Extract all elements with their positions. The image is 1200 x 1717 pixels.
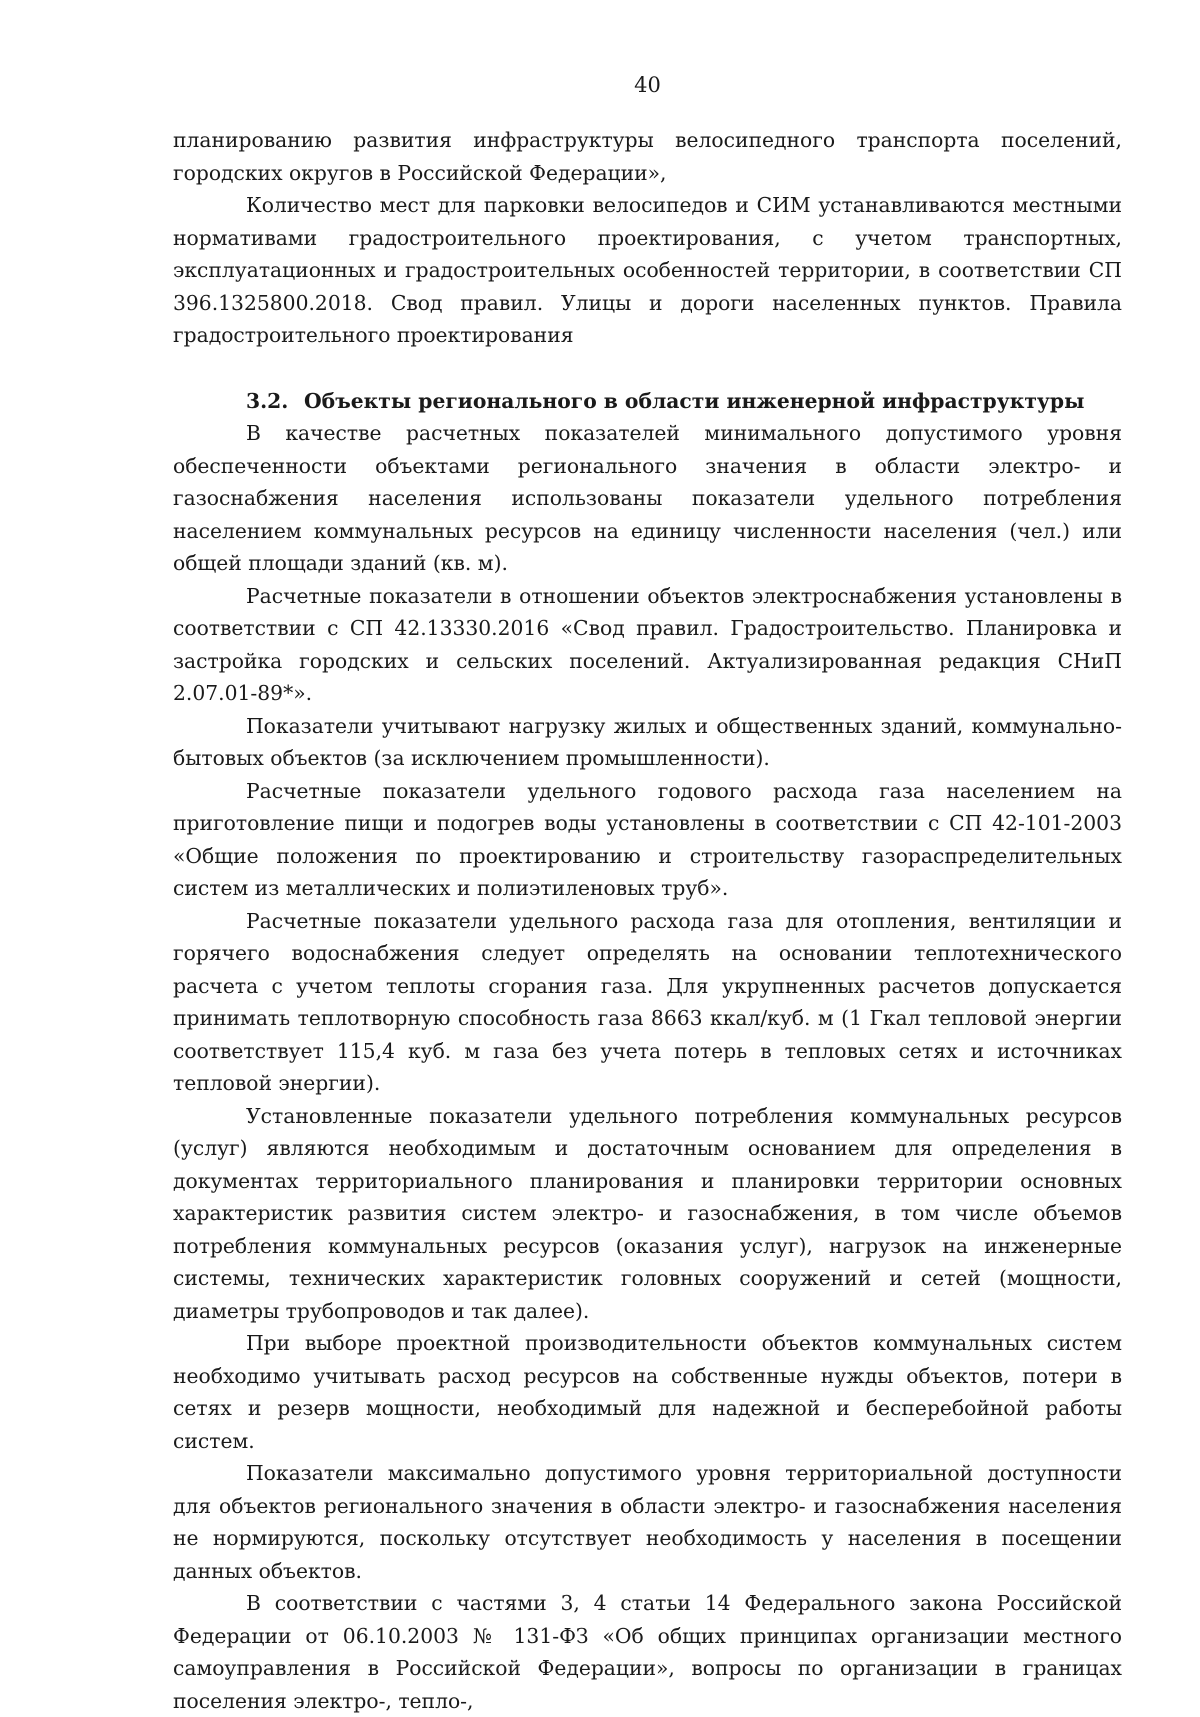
paragraph: Показатели максимально допустимого уровня территориальной доступности для объектов регионального значения в области электро- и газоснабжения населения не нормируются, поскольку отсутствует необходимость у населения в посещении данных объектов.	[173, 1461, 1122, 1583]
page-number: 40	[634, 73, 661, 97]
paragraph: В качестве расчетных показателей минимального допустимого уровня обеспеченности объектами регионального значения в области электро- и газоснабжения населения использованы показатели удельного потребления населением коммунальных ресурсов на единицу численности населения (чел.) или общей площади зданий (кв. м).	[173, 421, 1122, 575]
paragraph: Показатели учитывают нагрузку жилых и общественных зданий, коммунально-бытовых объектов (за исключением промышленности).	[173, 713, 1122, 770]
paragraph: планированию развития инфраструктуры велосипедного транспорта поселений, городских округов в Российской Федерации»,	[173, 128, 1122, 185]
section-title: Объекты регионального в области инженерной инфраструктуры	[304, 388, 1085, 413]
paragraph: Расчетные показатели в отношении объектов электроснабжения установлены в соответствии с СП 42.13330.2016 «Свод правил. Градостроительство. Планировка и застройка городских и сельских поселений. Актуализированная редакция СНиП 2.07.01-89*».	[173, 583, 1122, 705]
paragraph: В соответствии с частями 3, 4 статьи 14 Федерального закона Российской Федерации от 06.10.2003 № 131-ФЗ «Об общих принципах организации местного самоуправления в Российской Федерации», вопросы по организации в границах поселения электро-, тепло-,	[173, 1591, 1122, 1713]
paragraph: Расчетные показатели удельного расхода газа для отопления, вентиляции и горячего водоснабжения следует определять на основании теплотехнического расчета с учетом теплоты сгорания газа. Для укрупненных расчетов допускается принимать теплотворную способность газа 8663 ккал/куб. м (1 Гкал тепловой энергии соответствует 115,4 куб. м газа без учета потерь в тепловых сетях и источниках тепловой энергии).	[173, 908, 1122, 1095]
paragraph: Установленные показатели удельного потребления коммунальных ресурсов (услуг) являются необходимым и достаточным основанием для определения в документах территориального планирования и планировки территории основных характеристик развития систем электро- и газоснабжения, в том числе объемов потребления коммунальных ресурсов (оказания услуг), нагрузок на инженерные системы, технических характеристик головных сооружений и сетей (мощности, диаметры трубопроводов и так далее).	[173, 1103, 1122, 1323]
document-body	[173, 124, 1122, 1717]
section-number: 3.2.	[246, 388, 289, 413]
paragraph: При выборе проектной производительности объектов коммунальных систем необходимо учитывать расход ресурсов на собственные нужды объектов, потери в сетях и резерв мощности, необходимый для надежной и бесперебойной работы систем.	[173, 1331, 1122, 1453]
paragraph: Количество мест для парковки велосипедов и СИМ устанавливаются местными нормативами градостроительного проектирования, с учетом транспортных, эксплуатационных и градостроительных особенностей территории, в соответствии СП 396.1325800.2018. Свод правил. Улицы и дороги населенных пунктов. Правила градостроительного проектирования	[173, 193, 1122, 347]
paragraph: Расчетные показатели удельного годового расхода газа населением на приготовление пищи и подогрев воды установлены в соответствии с СП 42-101-2003 «Общие положения по проектированию и строительству газораспределительных систем из металлических и полиэтиленовых труб».	[173, 778, 1122, 900]
section-heading	[173, 385, 1122, 418]
